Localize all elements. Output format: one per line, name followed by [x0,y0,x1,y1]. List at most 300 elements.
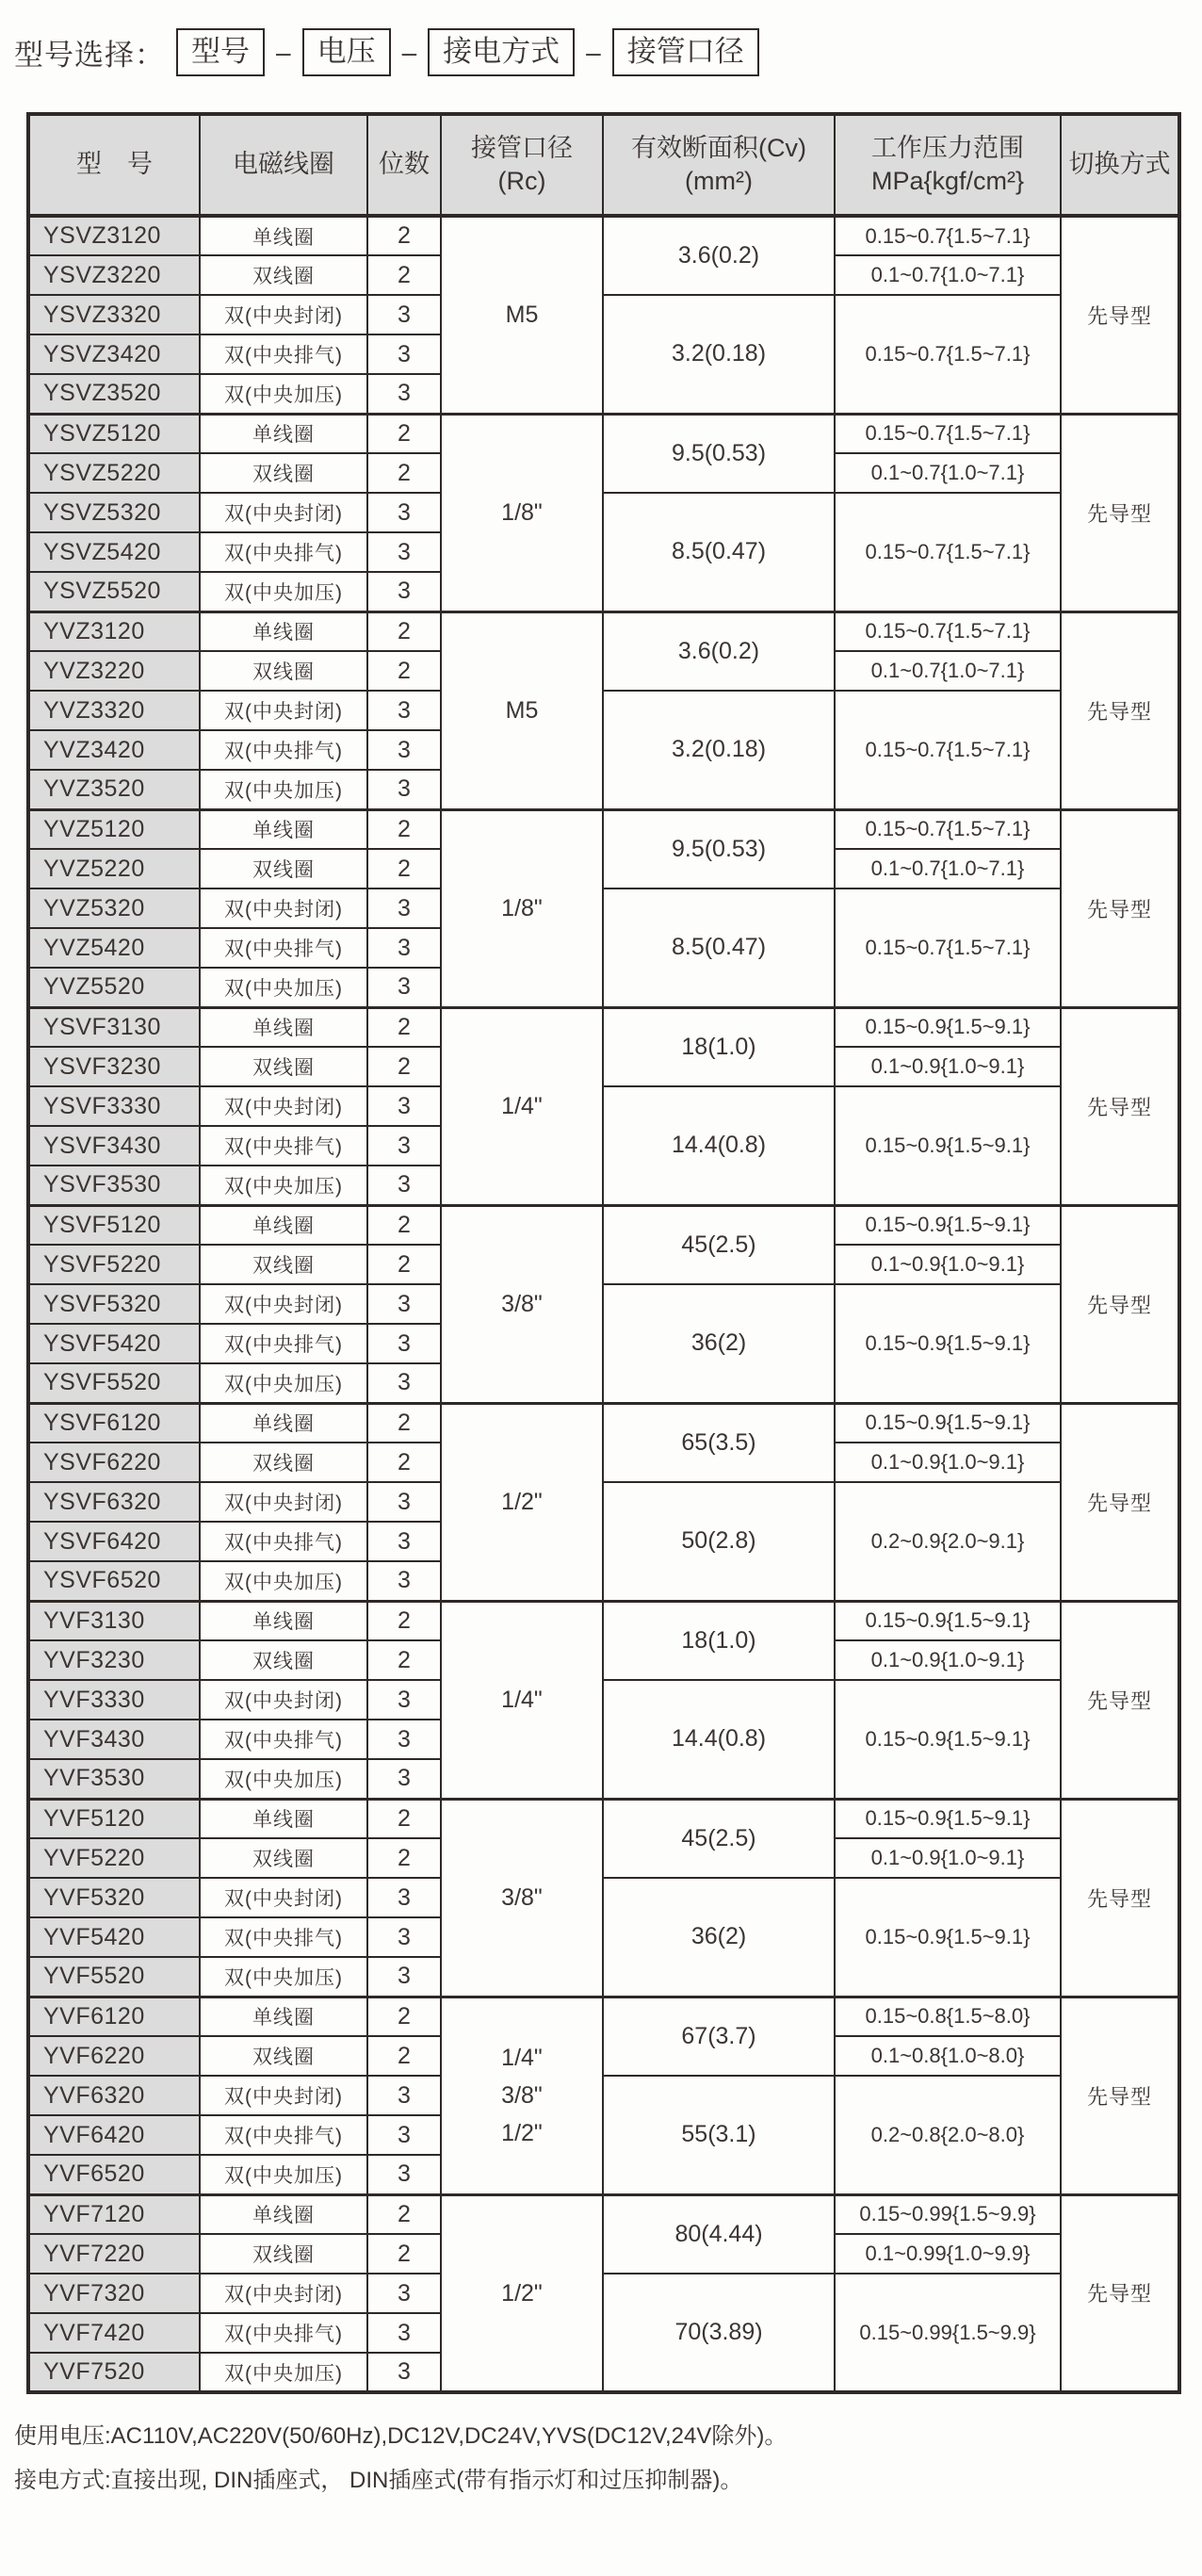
pressure-range-cell: 0.15~0.9{1.5~9.1} [835,1086,1061,1205]
selector-box-wiring: 接电方式 [428,28,575,76]
model-cell: YVF5320 [28,1878,200,1917]
header-pressure-range [835,114,1061,216]
port-size-line: 1/2" [501,2279,543,2307]
coil-cell: 双(中央排气) [200,1324,367,1363]
coil-cell: 双线圈 [200,2234,367,2274]
coil-cell: 单线圈 [200,1799,367,1838]
positions-cell: 3 [367,572,441,611]
table-row [28,1007,1179,1047]
table-row [28,1482,1179,1522]
positions-cell: 2 [367,2234,441,2274]
positions-cell: 2 [367,1601,441,1640]
effective-area-cell: 9.5(0.53) [603,414,835,493]
positions-cell: 3 [367,1680,441,1720]
table-row [28,295,1179,334]
coil-cell: 双(中央封闭) [200,889,367,928]
coil-cell: 单线圈 [200,611,367,651]
valve-spec-table [26,112,1181,2394]
coil-cell: 双(中央加压) [200,572,367,611]
coil-cell: 双(中央加压) [200,968,367,1007]
coil-cell: 双(中央排气) [200,334,367,374]
port-size-line: M5 [505,302,539,329]
positions-cell: 3 [367,2076,441,2115]
pressure-range-cell: 0.1~0.9{1.0~9.1} [835,1443,1061,1482]
pressure-range-cell: 0.15~0.7{1.5~7.1} [835,216,1061,255]
coil-cell: 双(中央排气) [200,1522,367,1561]
model-cell: YVZ3220 [28,651,200,691]
positions-cell: 3 [367,532,441,572]
positions-cell: 2 [367,1403,441,1443]
positions-cell: 2 [367,1838,441,1878]
model-cell: YVF6120 [28,1997,200,2036]
port-size-line: 3/8" [501,2082,543,2109]
coil-cell: 双(中央封闭) [200,1086,367,1126]
model-cell: YVF3330 [28,1680,200,1720]
switching-type-cell: 先导型 [1061,414,1179,611]
coil-cell: 双(中央加压) [200,1166,367,1205]
coil-cell: 双线圈 [200,2036,367,2076]
model-cell: YVF7120 [28,2194,200,2234]
coil-cell: 双(中央加压) [200,1363,367,1403]
model-cell: YSVZ3220 [28,255,200,295]
pressure-range-cell: 0.15~0.9{1.5~9.1} [835,1601,1061,1640]
positions-cell: 3 [367,1126,441,1166]
table-row [28,414,1179,453]
positions-cell: 3 [367,2155,441,2194]
model-cell: YSVF6320 [28,1482,200,1522]
model-cell: YVZ5220 [28,849,200,889]
positions-cell: 3 [367,1957,441,1997]
positions-cell: 3 [367,2115,441,2155]
switching-type-cell: 先导型 [1061,2194,1179,2392]
table-row [28,1284,1179,1324]
pressure-range-cell: 0.15~0.7{1.5~7.1} [835,493,1061,611]
effective-area-cell: 8.5(0.47) [603,493,835,611]
effective-area-cell: 50(2.8) [603,1482,835,1601]
positions-cell: 3 [367,1324,441,1363]
positions-cell: 3 [367,2274,441,2313]
positions-cell: 2 [367,809,441,849]
effective-area-cell: 3.2(0.18) [603,295,835,414]
positions-cell: 3 [367,1561,441,1601]
port-size-cell [441,1601,603,1799]
effective-area-cell: 8.5(0.47) [603,889,835,1007]
positions-cell: 3 [367,691,441,730]
header-cv-line2: (mm²) [685,167,753,195]
coil-cell: 双线圈 [200,255,367,295]
positions-cell: 3 [367,730,441,770]
switching-type-cell: 先导型 [1061,1799,1179,1997]
effective-area-cell: 3.6(0.2) [603,611,835,691]
positions-cell: 3 [367,2353,441,2392]
table-header-row [28,114,1179,216]
note-wiring: 接电方式:直接出现, DIN插座式， DIN插座式(带有指示灯和过压抑制器)。 [14,2467,743,2493]
switching-type-cell: 先导型 [1061,1403,1179,1601]
positions-cell: 3 [367,1284,441,1324]
model-cell: YVF3230 [28,1640,200,1680]
positions-cell: 3 [367,295,441,334]
port-size-line: 1/4" [501,1093,543,1119]
port-size-line: M5 [505,697,539,724]
coil-cell: 双(中央加压) [200,2353,367,2392]
coil-cell: 双(中央排气) [200,2313,367,2353]
coil-cell: 双(中央排气) [200,1720,367,1759]
pressure-range-cell: 0.2~0.9{2.0~9.1} [835,1482,1061,1601]
model-cell: YSVF3230 [28,1047,200,1086]
effective-area-cell: 14.4(0.8) [603,1086,835,1205]
header-switching: 切换方式 [1061,114,1179,216]
positions-cell: 2 [367,216,441,255]
model-cell: YSVF6220 [28,1443,200,1482]
coil-cell: 双(中央封闭) [200,2076,367,2115]
effective-area-cell: 14.4(0.8) [603,1680,835,1799]
model-cell: YSVF5120 [28,1205,200,1245]
model-cell: YSVZ3420 [28,334,200,374]
coil-cell: 单线圈 [200,1997,367,2036]
positions-cell: 3 [367,968,441,1007]
pressure-range-cell: 0.15~0.7{1.5~7.1} [835,414,1061,453]
table-row [28,1403,1179,1443]
model-cell: YSVF6520 [28,1561,200,1601]
model-cell: YVF6320 [28,2076,200,2115]
model-cell: YVF7420 [28,2313,200,2353]
coil-cell: 双(中央排气) [200,532,367,572]
positions-cell: 2 [367,611,441,651]
switching-type-cell: 先导型 [1061,1007,1179,1205]
positions-cell: 2 [367,1205,441,1245]
model-cell: YVF7220 [28,2234,200,2274]
positions-cell: 3 [367,493,441,532]
positions-cell: 2 [367,1997,441,2036]
positions-cell: 3 [367,1363,441,1403]
model-cell: YVF6520 [28,2155,200,2194]
pressure-range-cell: 0.15~0.9{1.5~9.1} [835,1680,1061,1799]
selector-dash: – [586,37,601,67]
pressure-range-cell: 0.15~0.7{1.5~7.1} [835,809,1061,849]
positions-cell: 2 [367,2194,441,2234]
coil-cell: 双(中央排气) [200,928,367,968]
coil-cell: 双(中央封闭) [200,1878,367,1917]
coil-cell: 双(中央封闭) [200,295,367,334]
pressure-range-cell: 0.1~0.9{1.0~9.1} [835,1245,1061,1284]
model-cell: YVZ5420 [28,928,200,968]
model-cell: YVF7320 [28,2274,200,2313]
effective-area-cell: 36(2) [603,1878,835,1997]
model-cell: YVZ5320 [28,889,200,928]
table-row [28,1601,1179,1640]
port-size-cell [441,1403,603,1601]
positions-cell: 2 [367,1047,441,1086]
pressure-range-cell: 0.15~0.9{1.5~9.1} [835,1799,1061,1838]
model-cell: YSVZ5320 [28,493,200,532]
coil-cell: 双(中央排气) [200,2115,367,2155]
model-cell: YSVZ3120 [28,216,200,255]
effective-area-cell: 70(3.89) [603,2274,835,2392]
coil-cell: 双(中央加压) [200,374,367,414]
selector-label: 型号选择： [14,39,165,72]
positions-cell: 3 [367,1878,441,1917]
pressure-range-cell: 0.2~0.8{2.0~8.0} [835,2076,1061,2194]
model-cell: YVZ3320 [28,691,200,730]
coil-cell: 双(中央加压) [200,1759,367,1799]
header-positions: 位数 [367,114,441,216]
port-size-line: 1/8" [501,895,543,921]
port-size-line: 1/4" [501,1687,543,1713]
model-cell: YVF6420 [28,2115,200,2155]
pressure-range-cell: 0.1~0.99{1.0~9.9} [835,2234,1061,2274]
effective-area-cell: 3.6(0.2) [603,216,835,295]
coil-cell: 双(中央封闭) [200,2274,367,2313]
header-port-size [441,114,603,216]
coil-cell: 双线圈 [200,453,367,493]
positions-cell: 3 [367,374,441,414]
positions-cell: 2 [367,1245,441,1284]
pressure-range-cell: 0.15~0.9{1.5~9.1} [835,1205,1061,1245]
pressure-range-cell: 0.15~0.99{1.5~9.9} [835,2194,1061,2234]
positions-cell: 2 [367,453,441,493]
model-cell: YVZ3120 [28,611,200,651]
model-cell: YVF5220 [28,1838,200,1878]
model-selection-formula [14,28,1202,76]
effective-area-cell: 55(3.1) [603,2076,835,2194]
pressure-range-cell: 0.1~0.9{1.0~9.1} [835,1838,1061,1878]
pressure-range-cell: 0.15~0.99{1.5~9.9} [835,2274,1061,2392]
port-size-line: 3/8" [501,1884,543,1911]
model-cell: YSVF6120 [28,1403,200,1443]
coil-cell: 双(中央加压) [200,2155,367,2194]
port-size-cell [441,2194,603,2392]
model-cell: YVZ3520 [28,770,200,809]
note-voltage: 使用电压:AC110V,AC220V(50/60Hz),DC12V,DC24V,YVS(DC12V,24V除外)。 [14,2423,788,2449]
table-row [28,1997,1179,2036]
table-row [28,1086,1179,1126]
table-row [28,1878,1179,1917]
effective-area-cell: 45(2.5) [603,1799,835,1878]
table-row [28,611,1179,651]
header-pressure-line1: 工作压力范围 [871,133,1024,162]
model-cell: YSVF6420 [28,1522,200,1561]
coil-cell: 双线圈 [200,1443,367,1482]
header-effective-area [603,114,835,216]
model-cell: YSVF5320 [28,1284,200,1324]
model-cell: YVZ5520 [28,968,200,1007]
pressure-range-cell: 0.15~0.7{1.5~7.1} [835,611,1061,651]
port-size-cell [441,1799,603,1997]
model-cell: YVF5520 [28,1957,200,1997]
header-pressure-line2: MPa{kgf/cm²} [870,167,1025,195]
effective-area-cell: 65(3.5) [603,1403,835,1482]
effective-area-cell: 45(2.5) [603,1205,835,1284]
header-model: 型 号 [28,114,200,216]
table-row [28,2274,1179,2313]
model-cell: YVF3530 [28,1759,200,1799]
model-cell: YVF3430 [28,1720,200,1759]
positions-cell: 3 [367,2313,441,2353]
model-cell: YSVF3130 [28,1007,200,1047]
positions-cell: 2 [367,2036,441,2076]
pressure-range-cell: 0.1~0.7{1.0~7.1} [835,453,1061,493]
footnotes [14,2415,1202,2503]
pressure-range-cell: 0.15~0.9{1.5~9.1} [835,1878,1061,1997]
port-size-line: 1/4" [501,2045,543,2071]
model-cell: YSVZ5420 [28,532,200,572]
port-size-line: 1/2" [501,2120,543,2146]
positions-cell: 3 [367,1522,441,1561]
effective-area-cell: 9.5(0.53) [603,809,835,889]
coil-cell: 双线圈 [200,1640,367,1680]
pressure-range-cell: 0.15~0.9{1.5~9.1} [835,1284,1061,1403]
positions-cell: 2 [367,849,441,889]
positions-cell: 2 [367,414,441,453]
port-size-cell [441,414,603,611]
pressure-range-cell: 0.1~0.9{1.0~9.1} [835,1047,1061,1086]
coil-cell: 单线圈 [200,1007,367,1047]
model-cell: YSVZ3320 [28,295,200,334]
coil-cell: 双线圈 [200,651,367,691]
pressure-range-cell: 0.1~0.7{1.0~7.1} [835,255,1061,295]
coil-cell: 双线圈 [200,849,367,889]
pressure-range-cell: 0.15~0.7{1.5~7.1} [835,691,1061,809]
positions-cell: 3 [367,770,441,809]
model-cell: YSVF5520 [28,1363,200,1403]
coil-cell: 双线圈 [200,1245,367,1284]
table-row [28,216,1179,255]
positions-cell: 3 [367,1720,441,1759]
coil-cell: 单线圈 [200,414,367,453]
model-cell: YVF7520 [28,2353,200,2392]
positions-cell: 3 [367,1759,441,1799]
model-cell: YSVF3430 [28,1126,200,1166]
coil-cell: 单线圈 [200,216,367,255]
table-row [28,1205,1179,1245]
header-port-line1: 接管口径 [471,133,573,162]
coil-cell: 单线圈 [200,809,367,849]
positions-cell: 3 [367,1166,441,1205]
effective-area-cell: 36(2) [603,1284,835,1403]
selector-box-port-size: 接管口径 [612,28,759,76]
selector-box-model: 型号 [176,28,265,76]
coil-cell: 单线圈 [200,1205,367,1245]
selector-box-voltage: 电压 [302,28,391,76]
switching-type-cell: 先导型 [1061,1997,1179,2194]
model-cell: YSVF3330 [28,1086,200,1126]
coil-cell: 双线圈 [200,1838,367,1878]
port-size-line: 1/8" [501,499,543,526]
selector-dash: – [276,37,291,67]
coil-cell: 双(中央封闭) [200,493,367,532]
effective-area-cell: 18(1.0) [603,1601,835,1680]
coil-cell: 单线圈 [200,1403,367,1443]
header-coil: 电磁线圈 [200,114,367,216]
switching-type-cell: 先导型 [1061,611,1179,809]
pressure-range-cell: 0.1~0.7{1.0~7.1} [835,651,1061,691]
model-cell: YVF3130 [28,1601,200,1640]
port-size-line: 3/8" [501,1291,543,1317]
port-size-cell [441,611,603,809]
effective-area-cell: 18(1.0) [603,1007,835,1086]
coil-cell: 双线圈 [200,1047,367,1086]
positions-cell: 2 [367,1443,441,1482]
header-cv-line1: 有效断面积(Cv) [631,133,806,162]
model-cell: YVF5420 [28,1917,200,1957]
port-size-cell [441,1205,603,1403]
coil-cell: 双(中央排气) [200,730,367,770]
model-cell: YSVZ5120 [28,414,200,453]
model-cell: YSVF3530 [28,1166,200,1205]
table-row [28,2076,1179,2115]
pressure-range-cell: 0.15~0.9{1.5~9.1} [835,1007,1061,1047]
coil-cell: 双(中央加压) [200,770,367,809]
spec-table-body [28,216,1179,2392]
table-row [28,1799,1179,1838]
pressure-range-cell: 0.15~0.8{1.5~8.0} [835,1997,1061,2036]
coil-cell: 单线圈 [200,2194,367,2234]
positions-cell: 3 [367,928,441,968]
coil-cell: 双(中央加压) [200,1957,367,1997]
positions-cell: 3 [367,1086,441,1126]
coil-cell: 双(中央排气) [200,1917,367,1957]
table-row [28,1680,1179,1720]
positions-cell: 2 [367,1640,441,1680]
effective-area-cell: 67(3.7) [603,1997,835,2076]
positions-cell: 3 [367,889,441,928]
port-size-cell [441,1997,603,2194]
model-cell: YVZ5120 [28,809,200,849]
model-cell: YVF6220 [28,2036,200,2076]
port-size-cell [441,809,603,1007]
model-cell: YVZ3420 [28,730,200,770]
positions-cell: 2 [367,651,441,691]
model-cell: YSVF5220 [28,1245,200,1284]
model-cell: YSVZ5520 [28,572,200,611]
port-size-cell [441,216,603,414]
model-cell: YSVZ3520 [28,374,200,414]
coil-cell: 双(中央排气) [200,1126,367,1166]
table-row [28,691,1179,730]
effective-area-cell: 3.2(0.18) [603,691,835,809]
positions-cell: 3 [367,334,441,374]
switching-type-cell: 先导型 [1061,1601,1179,1799]
positions-cell: 3 [367,1482,441,1522]
port-size-cell [441,1007,603,1205]
positions-cell: 2 [367,1799,441,1838]
switching-type-cell: 先导型 [1061,809,1179,1007]
table-row [28,809,1179,849]
coil-cell: 双(中央封闭) [200,691,367,730]
positions-cell: 2 [367,1007,441,1047]
coil-cell: 单线圈 [200,1601,367,1640]
switching-type-cell: 先导型 [1061,1205,1179,1403]
positions-cell: 3 [367,1917,441,1957]
table-row [28,889,1179,928]
coil-cell: 双(中央封闭) [200,1482,367,1522]
coil-cell: 双(中央加压) [200,1561,367,1601]
port-size-line: 1/2" [501,1489,543,1515]
switching-type-cell: 先导型 [1061,216,1179,414]
coil-cell: 双(中央封闭) [200,1284,367,1324]
pressure-range-cell: 0.15~0.9{1.5~9.1} [835,1403,1061,1443]
header-port-line2: (Rc) [497,167,546,195]
table-row [28,2194,1179,2234]
pressure-range-cell: 0.15~0.7{1.5~7.1} [835,295,1061,414]
pressure-range-cell: 0.1~0.9{1.0~9.1} [835,1640,1061,1680]
table-row [28,493,1179,532]
positions-cell: 2 [367,255,441,295]
pressure-range-cell: 0.15~0.7{1.5~7.1} [835,889,1061,1007]
effective-area-cell: 80(4.44) [603,2194,835,2274]
model-cell: YSVZ5220 [28,453,200,493]
pressure-range-cell: 0.1~0.8{1.0~8.0} [835,2036,1061,2076]
